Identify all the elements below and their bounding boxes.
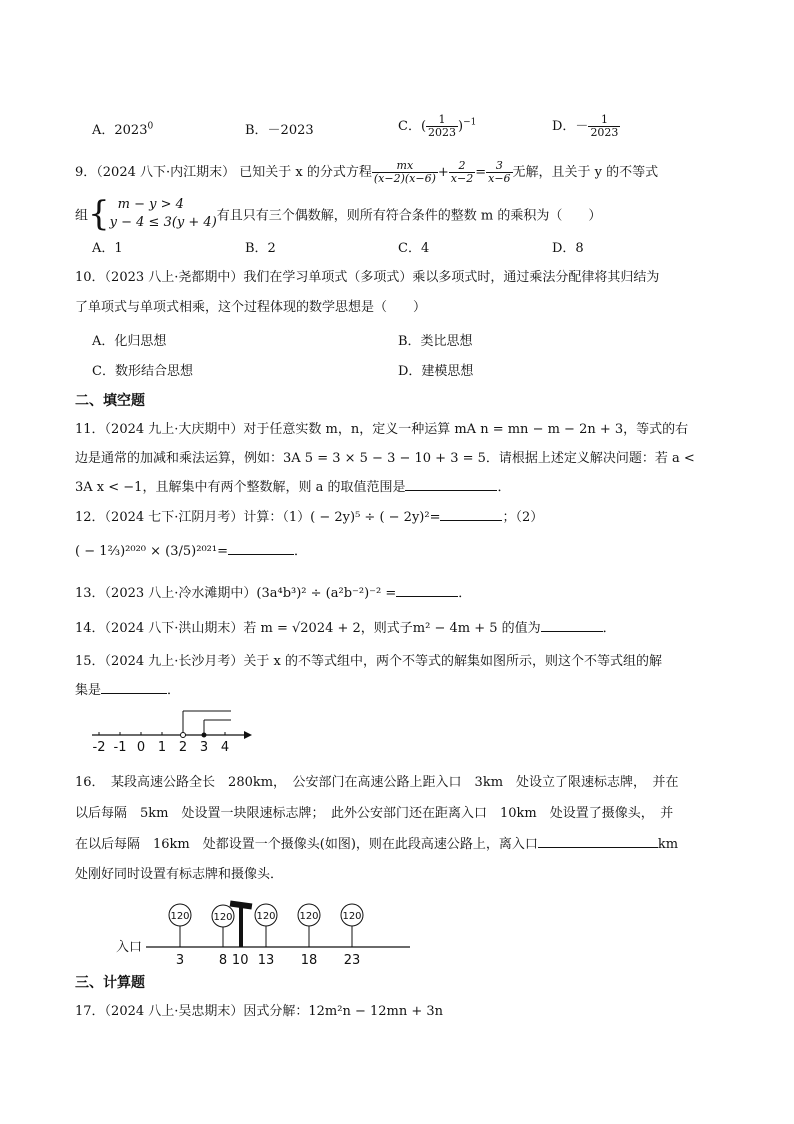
number-line-tick-label: 1 (157, 740, 167, 755)
speed-limit-signs (169, 904, 363, 947)
q11-line1: 11．（2024 九上·大庆期中）对于任意实数 m，n，定义一种运算 mA n = mn − m − 2n + 3，等式的右 (75, 422, 689, 437)
q9-option-a: A．1 (92, 241, 123, 256)
q11-line3: 3A x < −1，且解集中有两个整数解，则 a 的取值范围是 ． (75, 480, 511, 495)
q8-option-c: C．( $\frac{1}{2023}$ )$^{-1}$ (398, 113, 477, 139)
section-calculation: 三、计算题 (75, 975, 145, 991)
q15-line2: 集是 ． (75, 683, 181, 698)
closed-circle-at-3 (202, 733, 207, 738)
number-line-tick-label: -1 (113, 740, 127, 755)
q10-option-c: C．数形结合思想 (92, 364, 193, 379)
q9-brace: { (88, 194, 110, 234)
highway-position-label: 23 (343, 953, 361, 968)
q8-option-d-fraction: $\frac{1}{2023}$ (590, 113, 619, 139)
number-line-tick-label: 3 (199, 740, 209, 755)
q8-option-c-prefix: C．( (398, 119, 427, 134)
q13-line: 13．（2023 八上·冷水滩期中）(3a⁴b³)² ÷ (a²b⁻²)⁻² = ． (75, 586, 472, 601)
q8-option-c-fraction: $\frac{1}{2023}$ (428, 113, 457, 139)
q12-answer-blank-1[interactable] (440, 508, 502, 521)
number-line-tick-label: 0 (136, 740, 146, 755)
q10-option-d: D．建模思想 (398, 364, 474, 379)
speed-limit-sign-text: 120 (213, 912, 233, 923)
highway-position-label: 13 (257, 953, 275, 968)
q9-option-b: B．2 (245, 241, 276, 256)
q9-line1: 9．（2024 八下·内江期末） 已知关于 x 的分式方程 $\frac{mx}{(x-2)(x-6)}$ + $\frac{2}{x-2}$ = $\frac{3}{x-6}$ 无解，且关于 y 的不等式 (75, 159, 659, 185)
q15-line1: 15．（2024 九上·长沙月考）关于 x 的不等式组中，两个不等式的解集如图所示，则这个不等式组的解 (75, 654, 662, 669)
q9-option-c: C．4 (398, 241, 430, 256)
q13-answer-blank[interactable] (396, 584, 458, 597)
q16-line3: 在以后每隔 16km 处都设置一个摄像头(如图)，则在此段高速公路上，离入口 km (75, 837, 679, 852)
speed-limit-sign-text: 120 (299, 911, 319, 922)
number-line-tick-label: -2 (92, 740, 106, 755)
q16-line2: 以后每隔 5km 处设置一块限速标志牌； 此外公安部门还在距离入口 10km 处设置了摄像头， 并 (75, 806, 674, 821)
speed-limit-sign-text: 120 (256, 911, 276, 922)
q9-option-d: D．8 (552, 241, 584, 256)
number-line-tick-label: 4 (220, 740, 230, 755)
q12-line2: ( − 1⅔)²⁰²⁰ × (3/5)²⁰²¹= ． (75, 544, 307, 559)
q9-fraction-1: $\frac{mx}{(x-2)(x-6)}$ (373, 159, 436, 185)
highway-position-label: 18 (300, 953, 318, 968)
speed-limit-sign-text: 120 (342, 911, 362, 922)
camera-pole (239, 905, 243, 947)
q8-option-a-text: A．2023 (92, 123, 148, 138)
entrance-label: 入口 (116, 940, 143, 955)
q9-inequality-system: m − y > 4 y − 4 ≤ 3(y + 4) (109, 197, 217, 230)
q15-answer-blank[interactable] (101, 681, 167, 694)
q11-line2: 边是通常的加减和乘法运算，例如：3A 5 = 3 × 5 − 3 − 10 + 3 = 5．请根据上述定义解决问题：若 a < (75, 451, 695, 466)
q17-line: 17．（2024 八上·吴忠期末）因式分解：12m²n − 12mn + 3n (75, 1004, 444, 1019)
q8-option-d (552, 114, 620, 139)
q12-line1: 12．（2024 七下·江阴月考）计算：（1）( − 2y)⁵ ÷ ( − 2y)²= ；（2） (75, 510, 544, 525)
highway-position-label: 10 (231, 953, 249, 968)
section-fill-in-blank: 二、填空题 (75, 393, 145, 409)
q16-answer-blank[interactable] (538, 835, 658, 848)
q8-option-a-exp: 0 (147, 121, 154, 132)
q15-number-line-figure (88, 705, 258, 755)
highway-position-label: 8 (218, 953, 228, 968)
q16-highway-figure (110, 892, 420, 968)
q11-answer-blank[interactable] (405, 478, 497, 491)
q10-option-b: B．类比思想 (398, 334, 473, 349)
q8-option-b: B．－2023 (245, 123, 314, 138)
q10-line1: 10．（2023 八上·尧都期中）我们在学习单项式（多项式）乘以多项式时，通过乘法分配律将其归结为 (75, 270, 660, 285)
q16-line1: 16． 某段高速公路全长 280km， 公安部门在高速公路上距入口 3km 处设立了限速标志牌， 并在 (75, 775, 679, 790)
q14-line: 14．（2024 八下·洪山期末）若 m = √2024 + 2，则式子m² − 4m + 5 的值为 ． (75, 621, 616, 636)
q9-fraction-2: $\frac{2}{x-2}$ (450, 159, 474, 185)
q14-answer-blank[interactable] (541, 619, 603, 632)
q9-zu: 组 (75, 208, 89, 224)
q16-line4: 处刚好同时设置有标志牌和摄像头． (75, 867, 284, 882)
q8-option-a (92, 119, 153, 138)
open-circle-at-2 (181, 733, 186, 738)
q12-answer-blank-2[interactable] (228, 542, 294, 555)
q10-line2: 了单项式与单项式相乘，这个过程体现的数学思想是（ ） (75, 300, 427, 315)
speed-limit-sign-text: 120 (170, 911, 190, 922)
q9-line2: 组{ m − y > 4 y − 4 ≤ 3(y + 4) 有且只有三个偶数解，则所有符合条件的整数 m 的乘积为（ ） (75, 194, 602, 234)
q10-option-a: A．化归思想 (92, 334, 167, 349)
highway-position-label: 3 (175, 953, 185, 968)
number-line-tick-label: 2 (178, 740, 188, 755)
q8-option-d-prefix: D．－ (552, 119, 589, 134)
q9-fraction-3: $\frac{3}{x-6}$ (488, 159, 511, 185)
number-line-arrow (244, 731, 252, 739)
